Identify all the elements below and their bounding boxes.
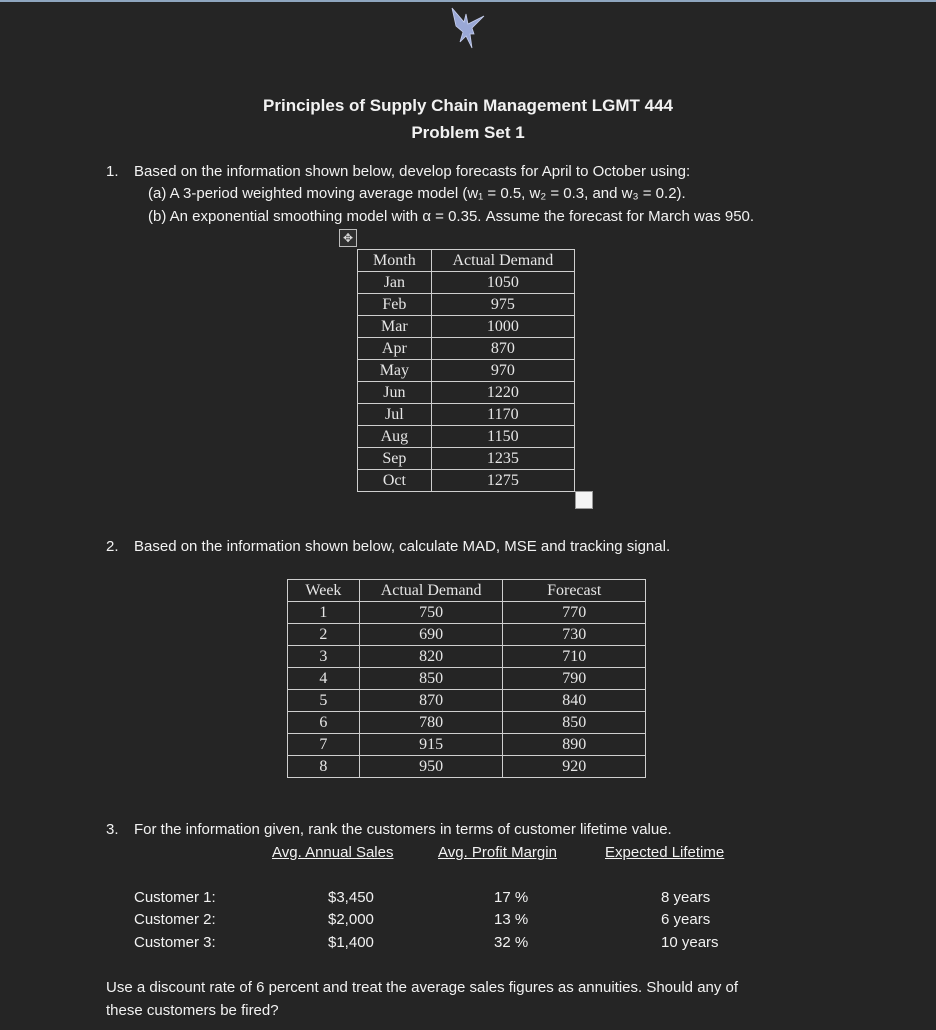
q1-table-row [358,360,575,382]
q1-table-cell: Aug [358,426,432,448]
q1-table-cell: Oct [358,470,432,492]
q1-table-row [358,470,575,492]
q2-table-row [288,624,646,646]
customer-2-margin: 13 % [494,911,529,928]
q2-table-row [288,668,646,690]
q1-table-cell: 1150 [431,426,574,448]
customer-3-name: Customer 3: [134,934,216,951]
q1-table-cell: Mar [358,316,432,338]
q2-table-cell: 920 [503,756,646,778]
q2-table-cell: 850 [359,668,503,690]
q2-table-row [288,690,646,712]
q1-table-cell: 1170 [431,404,574,426]
q2-table-cell: 4 [288,668,360,690]
q2-table-cell: 750 [359,602,503,624]
q1-table-header-cell: Month [358,250,432,272]
customer-2-name: Customer 2: [134,911,216,928]
customer-3-margin: 32 % [494,934,529,951]
q2-table-cell: 1 [288,602,360,624]
q2-table-cell: 5 [288,690,360,712]
q2-table-header-cell: Week [288,580,360,602]
q2-table-cell: 770 [503,602,646,624]
header-avg-annual-sales: Avg. Annual Sales [272,844,394,861]
header-expected-lifetime: Expected Lifetime [605,844,725,861]
document-title: Principles of Supply Chain Management LGMT 444 [263,96,673,115]
q1-table-row [358,316,575,338]
q2-table-row [288,602,646,624]
q1-table-cell: 975 [431,294,574,316]
q2-table-cell: 840 [503,690,646,712]
q2-table-cell: 710 [503,646,646,668]
q2-table-cell: 2 [288,624,360,646]
q1-table-header-cell: Actual Demand [431,250,574,272]
customer-2-lifetime: 6 years [661,911,711,928]
q1-table-cell: Apr [358,338,432,360]
q1-text: Based on the information shown below, develop forecasts for April to October using: [134,163,691,180]
top-border [0,0,936,2]
q1-table-cell: 1000 [431,316,574,338]
q1-table-row [358,382,575,404]
q2-table-cell: 790 [503,668,646,690]
customer-1-margin: 17 % [494,889,529,906]
q1-table-cell: 1235 [431,448,574,470]
customer-3-sales: $1,400 [328,934,374,951]
q1-table-cell: 1220 [431,382,574,404]
q2-number: 2. [106,538,119,555]
q1-table-cell: 1050 [431,272,574,294]
q1-table-cell: Jul [358,404,432,426]
q2-table-row [288,712,646,734]
customer-1-sales: $3,450 [328,889,374,906]
q2-table-row [288,756,646,778]
q2-table-cell: 890 [503,734,646,756]
q1-table-cell: Sep [358,448,432,470]
q2-table-cell: 7 [288,734,360,756]
q1-table-row [358,426,575,448]
q2-table-cell: 3 [288,646,360,668]
q2-table-cell: 730 [503,624,646,646]
q1-table-row [358,272,575,294]
q3-closing-line-2: these customers be fired? [106,1002,279,1019]
q1-demand-table [357,249,575,492]
q1-part-b: (b) An exponential smoothing model with α = 0.35. Assume the forecast for March was 950. [148,208,755,225]
eagle-icon [446,4,488,50]
q1-table-row [358,294,575,316]
header-avg-profit-margin: Avg. Profit Margin [438,844,557,861]
customer-1-lifetime: 8 years [661,889,711,906]
q2-text: Based on the information shown below, calculate MAD, MSE and tracking signal. [134,538,671,555]
q2-table-row [288,734,646,756]
customer-3-lifetime: 10 years [661,934,719,951]
q2-forecast-table [287,579,646,778]
q2-table-cell: 8 [288,756,360,778]
q2-table-cell: 820 [359,646,503,668]
q3-number: 3. [106,821,119,838]
q1-part-a: (a) A 3-period weighted moving average model (w₁ = 0.5, w₂ = 0.3, and w₃ = 0.2). [148,185,686,202]
customer-1-name: Customer 1: [134,889,216,906]
q1-table-cell: 870 [431,338,574,360]
q1-table-cell: Jun [358,382,432,404]
q1-table-cell: 970 [431,360,574,382]
q2-table-cell: 915 [359,734,503,756]
q1-table-header-row [358,250,575,272]
q2-table-header-cell: Forecast [503,580,646,602]
q3-closing-line-1: Use a discount rate of 6 percent and treat the average sales figures as annuities. Should any of [106,979,739,996]
q1-table-cell: Jan [358,272,432,294]
q1-table-row [358,448,575,470]
q2-table-cell: 870 [359,690,503,712]
q2-table-cell: 6 [288,712,360,734]
resize-handle-icon[interactable] [575,491,593,509]
q2-table-cell: 690 [359,624,503,646]
q2-table-header-cell: Actual Demand [359,580,503,602]
q1-table-cell: May [358,360,432,382]
q1-table-cell: 1275 [431,470,574,492]
q1-table-row [358,338,575,360]
document-subtitle: Problem Set 1 [411,123,525,142]
q1-number: 1. [106,163,119,180]
q2-table-cell: 780 [359,712,503,734]
q1-table-row [358,404,575,426]
q3-text: For the information given, rank the customers in terms of customer lifetime value. [134,821,672,838]
q2-table-row [288,646,646,668]
q2-table-header-row [288,580,646,602]
customer-2-sales: $2,000 [328,911,374,928]
q2-table-cell: 850 [503,712,646,734]
q2-table-cell: 950 [359,756,503,778]
q1-table-cell: Feb [358,294,432,316]
move-handle-icon[interactable]: ✥ [339,229,357,247]
